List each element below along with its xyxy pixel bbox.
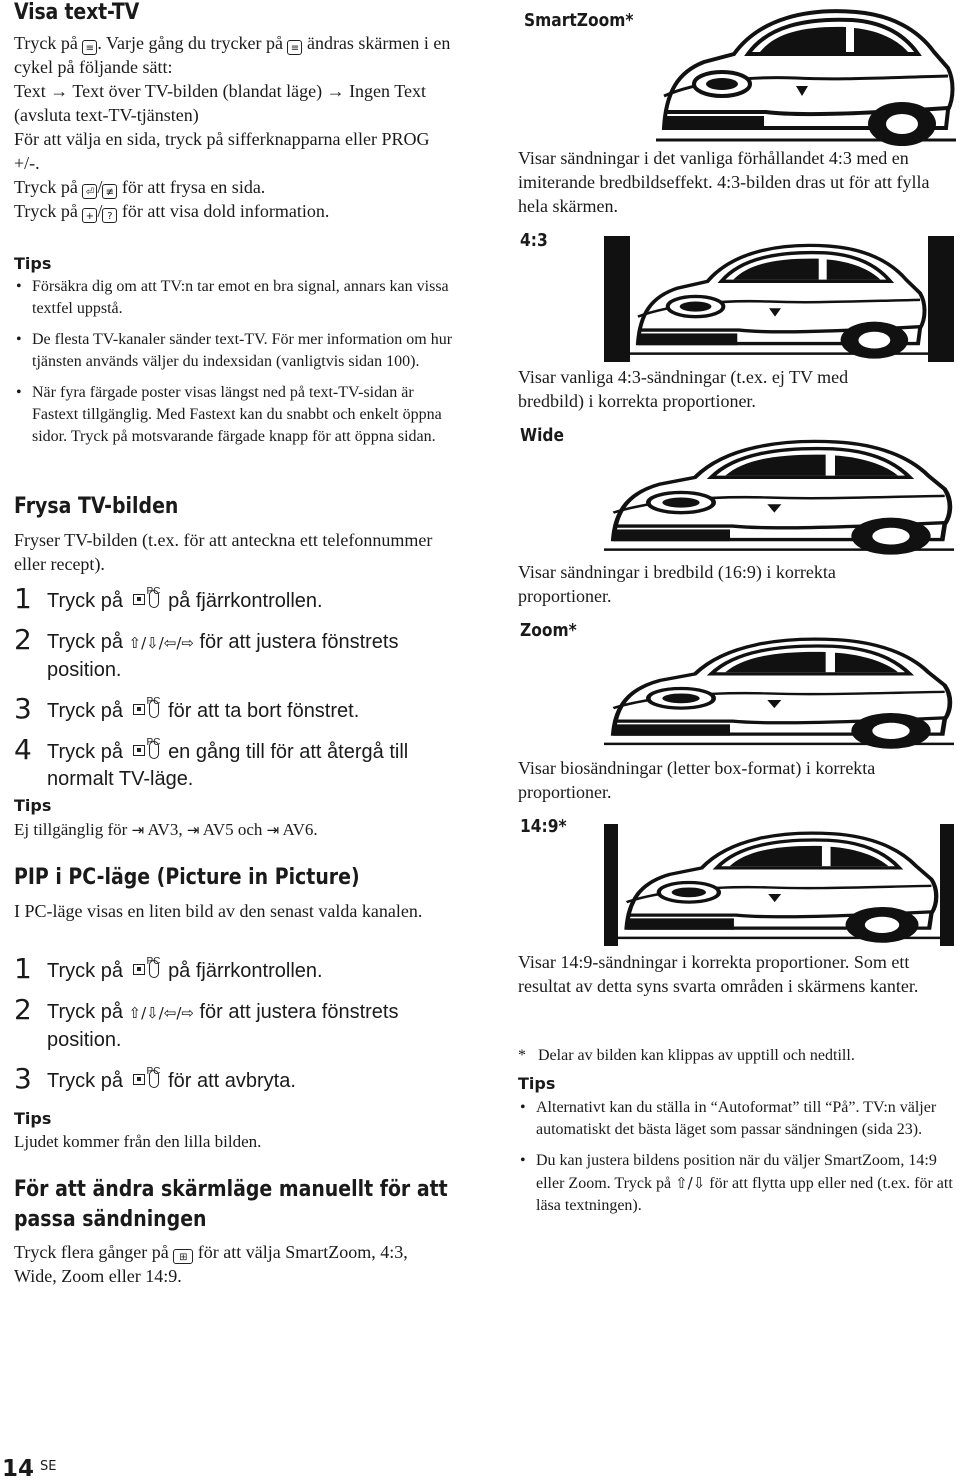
pip-intro: I PC-läge visas en liten bild av den senast valda kanalen.: [14, 901, 423, 921]
tips-item: • Försäkra dig om att TV:n tar emot en bra signal, annars kan vissa textfel uppstå.: [14, 276, 456, 320]
step-item: 1 Tryck på PC på fjärrkontrollen.: [14, 582, 323, 615]
andra-title-line1: För att ändra skärmläge manuellt för att: [14, 1177, 448, 1202]
visa-text-tv-title: Visa text-TV: [14, 0, 140, 25]
arrow-keys-icon: ⇧/⇩: [675, 1174, 706, 1192]
right-tips-list: [518, 1097, 958, 1217]
r149-desc: Visar 14:9-sändningar i korrekta proportioner. Som ett resultat av detta syns svarta områden i skärmens kanter.: [518, 952, 919, 996]
frysa-title: Frysa TV-bilden: [14, 494, 179, 519]
visa-paragraph-2: För att välja en sida, tryck på sifferknapparna eller PROG +/-.: [14, 129, 430, 173]
pip-pc-icon: PC: [133, 960, 159, 980]
pip-tips-heading: Tips: [14, 1109, 52, 1128]
wide-label: Wide: [520, 425, 564, 446]
r149-label: 14:9*: [520, 816, 567, 837]
pip-pc-icon: PC: [133, 741, 159, 761]
pip-pc-icon: PC: [133, 590, 159, 610]
step-item: 1 Tryck på PC på fjärrkontrollen.: [14, 952, 323, 985]
step-item: 2 Tryck på ⇧/⇩/⇦/⇨ för att justera fönstrets position.: [14, 623, 399, 681]
tips-list: [14, 276, 456, 448]
visa-paragraph-1: Tryck på ≡ . Varje gång du trycker på ≡ ändras skärmen i en cykel på följande sätt: Text → Text över TV-bilden (blandat läge) → Ingen Text (avsluta text-TV-tjänsten): [14, 33, 451, 125]
teletext-icon: ≡: [82, 40, 97, 55]
zoom-label: Zoom*: [520, 620, 577, 641]
r43-label: 4:3: [520, 230, 548, 251]
input-icon: ⇥: [266, 821, 280, 839]
page-number: 14 $^{SE}$: [2, 1456, 57, 1482]
pip-tips-text: Ljudet kommer från den lilla bilden.: [14, 1132, 262, 1151]
visa-paragraph-3: Tryck på ⏎ / ≢ för att frysa en sida.: [14, 177, 266, 198]
teletext-icon: ≡: [287, 40, 302, 55]
pip-steps: [14, 952, 476, 1095]
andra-title-line2: passa sändningen: [14, 1207, 207, 1232]
smartzoom-label: SmartZoom*: [524, 10, 634, 31]
arrow-keys-icon: ⇧/⇩/⇦/⇨: [128, 1004, 194, 1022]
car-illustration: [656, 0, 956, 150]
tips-item: • Alternativt kan du ställa in “Autoformat” till “På”. TV:n väljer automatiskt det bästa läget som passar sändningen (sida 23).: [518, 1097, 958, 1141]
car-illustration: [604, 236, 954, 362]
tips-item: • De flesta TV-kanaler sänder text-TV. För mer information om hur tjänsten används väljer du indexsidan (vanligtvis sidan 100).: [14, 329, 456, 373]
pip-title: PIP i PC-läge (Picture in Picture): [14, 865, 360, 890]
step-item: 3 Tryck på PC för att avbryta.: [14, 1062, 296, 1095]
step-item: 2 Tryck på ⇧/⇩/⇦/⇨ för att justera fönstrets position.: [14, 993, 399, 1051]
step-item: 4 Tryck på PC en gång till för att återgå till normalt TV-läge.: [14, 733, 409, 790]
wide-mode-icon: ⊞: [173, 1249, 193, 1264]
zoom-desc: Visar biosändningar (letter box-format) i korrekta proportioner.: [518, 758, 876, 802]
wide-desc: Visar sändningar i bredbild (16:9) i korrekta proportioner.: [518, 562, 836, 606]
r43-desc: Visar vanliga 4:3-sändningar (t.ex. ej TV med bredbild) i korrekta proportioner.: [518, 367, 849, 411]
frysa-tips-heading: Tips: [14, 796, 52, 815]
andra-paragraph: Tryck flera gånger på ⊞ för att välja SmartZoom, 4:3, Wide, Zoom eller 14:9.: [14, 1242, 408, 1286]
car-illustration: [604, 630, 954, 752]
visa-paragraph-4: Tryck på + / ? för att visa dold information.: [14, 201, 330, 222]
footnote: * Delar av bilden kan klippas av upptill och nedtill.: [518, 1047, 855, 1064]
hold-icon: ⏎: [82, 184, 97, 199]
hold-icon: ≢: [102, 184, 117, 199]
reveal-icon: ?: [102, 208, 117, 223]
smartzoom-desc: Visar sändningar i det vanliga förhållandet 4:3 med en imiterande bredbildseffekt. 4:3-bilden dras ut för att fylla hela skärmen.: [518, 148, 930, 216]
frysa-tips-text: Ej tillgänglig för ⇥ AV3, ⇥ AV5 och ⇥ AV6.: [14, 820, 318, 839]
car-illustration: [604, 824, 954, 946]
arrow-keys-icon: ⇧/⇩/⇦/⇨: [128, 634, 194, 652]
tips-item: • Du kan justera bildens position när du väljer SmartZoom, 14:9 eller Zoom. Tryck på ⇧/⇩ för att flytta upp eller ned (t.ex. för att läsa textningen).: [518, 1150, 958, 1217]
pip-pc-icon: PC: [133, 700, 159, 720]
car-illustration: [604, 432, 954, 558]
step-item: 3 Tryck på PC för att ta bort fönstret.: [14, 692, 360, 725]
input-icon: ⇥: [131, 821, 145, 839]
tips-heading: Tips: [14, 254, 52, 273]
reveal-icon: +: [82, 208, 97, 223]
right-tips-heading: Tips: [518, 1074, 556, 1093]
input-icon: ⇥: [186, 821, 200, 839]
tips-item: • När fyra färgade poster visas längst ned på text-TV-sidan är Fastext tillgänglig. Med Fastext kan du snabbt och enkelt öppna sidor. Tryck på motsvarande färgade knapp för att öppna sidan.: [14, 382, 456, 448]
pip-pc-icon: PC: [133, 1070, 159, 1090]
frysa-steps: [14, 582, 476, 793]
frysa-intro: Fryser TV-bilden (t.ex. för att anteckna ett telefonnummer eller recept).: [14, 530, 433, 574]
